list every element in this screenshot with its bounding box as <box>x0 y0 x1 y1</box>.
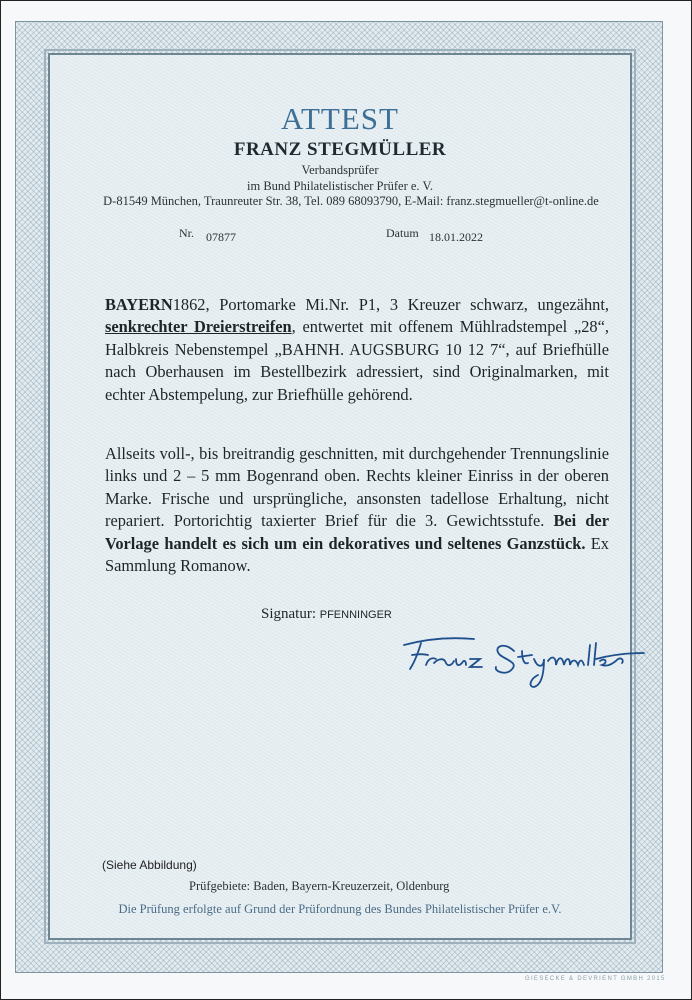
certificate-number: 07877 <box>206 230 236 244</box>
examination-statement: Die Prüfung erfolgte auf Grund der Prüfordnung des Bundes Philatelistischer Prüfer e.V. <box>118 902 562 916</box>
examiner-name: FRANZ STEGMÜLLER <box>233 139 447 160</box>
association-name: im Bund Philatelistischer Prüfer e. V. <box>247 179 433 193</box>
signature-label: Signatur: <box>261 606 316 622</box>
description-paragraph <box>105 294 609 406</box>
examination-areas: Prüfgebiete: Baden, Bayern-Kreuzerzeit, Oldenburg <box>189 879 450 893</box>
date-label: Datum <box>386 226 419 240</box>
certificate-date: 18.01.2022 <box>429 230 483 244</box>
condition-paragraph <box>105 443 609 577</box>
country-name: BAYERN <box>105 295 173 314</box>
handwritten-signature <box>396 629 646 689</box>
see-illustration-note: (Siehe Abbildung) <box>102 858 197 872</box>
signature-line <box>261 606 392 623</box>
description-text-cont: , entwertet mit offenem Mühlradstempel „28“, Halbkreis Nebenstempel „BAHNH. AUGSBURG 10 12 7“, auf Briefhülle nach Oberhausen im Bestellbezirk adressiert, sind Originalmarken, mit echter Abstempelung, zur Briefhülle gehörend. <box>105 317 609 404</box>
number-label: Nr. <box>179 226 194 240</box>
examiner-role: Verbandsprüfer <box>301 163 379 177</box>
contact-address: D-81549 München, Traunreuter Str. 38, Tel. 089 68093790, E-Mail: franz.stegmueller@t-online.de <box>103 194 599 208</box>
printer-imprint: GIESECKE & DEVRIENT GMBH 2015 <box>525 976 666 982</box>
provenance-text: Ex Sammlung Romanow. <box>105 533 609 576</box>
assessment-text: Bei der Vorlage handelt es sich um ein dekoratives und seltenes Ganzstück. <box>105 511 609 553</box>
condition-text: Allseits voll-, bis breitrandig geschnitten, mit durchgehender Trennungslinie links und 2 – 5 mm Bogenrand oben. Rechts kleiner Einriss in der oberen Marke. Frische und ursprüngliche, ansonsten tadellose Erhaltung, nicht repariert. Portorichtig taxierter Brief für die 3. Gewichtsstufe. <box>105 444 609 531</box>
description-text: 1862, Portomarke Mi.Nr. P1, 3 Kreuzer schwarz, ungezähnt, <box>172 295 609 314</box>
signature-value: PFENNINGER <box>319 609 392 621</box>
certificate-title: ATTEST <box>281 101 399 136</box>
strip-description: senkrechter Dreierstreifen <box>105 317 292 337</box>
